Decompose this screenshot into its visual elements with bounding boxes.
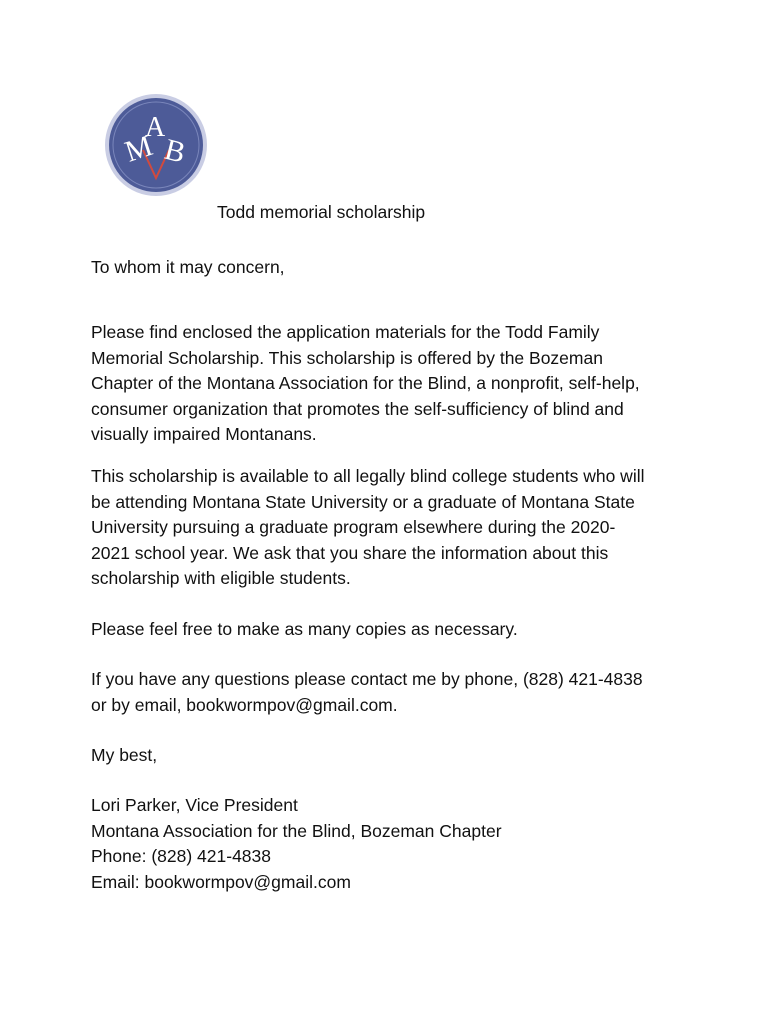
- paragraph-line: This scholarship is available to all legally blind college students who will: [91, 466, 645, 486]
- paragraph-line: Please find enclosed the application materials for the Todd Family: [91, 322, 600, 342]
- paragraph-line: scholarship with eligible students.: [91, 568, 351, 588]
- paragraph-line: visually impaired Montanans.: [91, 424, 317, 444]
- signature-phone: Phone: (828) 421-4838: [91, 846, 271, 866]
- paragraph-eligibility: [91, 464, 731, 592]
- mab-seal-logo: [103, 92, 209, 198]
- signature-block: [91, 793, 731, 895]
- paragraph-line: 2021 school year. We ask that you share the information about this: [91, 542, 609, 563]
- paragraph-line: be attending Montana State University or a graduate of Montana State: [91, 491, 635, 512]
- signature-email: Email: bookwormpov@gmail.com: [91, 871, 351, 892]
- seal-letter-b: B: [161, 132, 189, 170]
- closing: My best,: [91, 745, 158, 765]
- paragraph-line: Chapter of the Montana Association for the Blind, a nonprofit, self-help,: [91, 373, 640, 393]
- paragraph-copies: Please feel free to make as many copies as necessary.: [91, 619, 518, 639]
- greeting: To whom it may concern,: [91, 257, 285, 277]
- letter-title: Todd memorial scholarship: [217, 202, 426, 222]
- paragraph-line: If you have any questions please contact me by phone, (828) 421-4838: [91, 669, 643, 689]
- paragraph-line: Memorial Scholarship. This scholarship is offered by the Bozeman: [91, 347, 603, 368]
- paragraph-line: University pursuing a graduate program elsewhere during the 2020-: [91, 517, 616, 537]
- paragraph-intro: [91, 320, 731, 448]
- paragraph-contact: [91, 667, 731, 718]
- paragraph-line: or by email, bookwormpov@gmail.com.: [91, 694, 398, 715]
- signature-organization: Montana Association for the Blind, Bozeman Chapter: [91, 820, 502, 841]
- paragraph-line: consumer organization that promotes the self-sufficiency of blind and: [91, 398, 624, 419]
- signature-name: Lori Parker, Vice President: [91, 795, 298, 815]
- seal-letter-m: M: [120, 129, 157, 169]
- seal-letter-a: A: [145, 112, 166, 143]
